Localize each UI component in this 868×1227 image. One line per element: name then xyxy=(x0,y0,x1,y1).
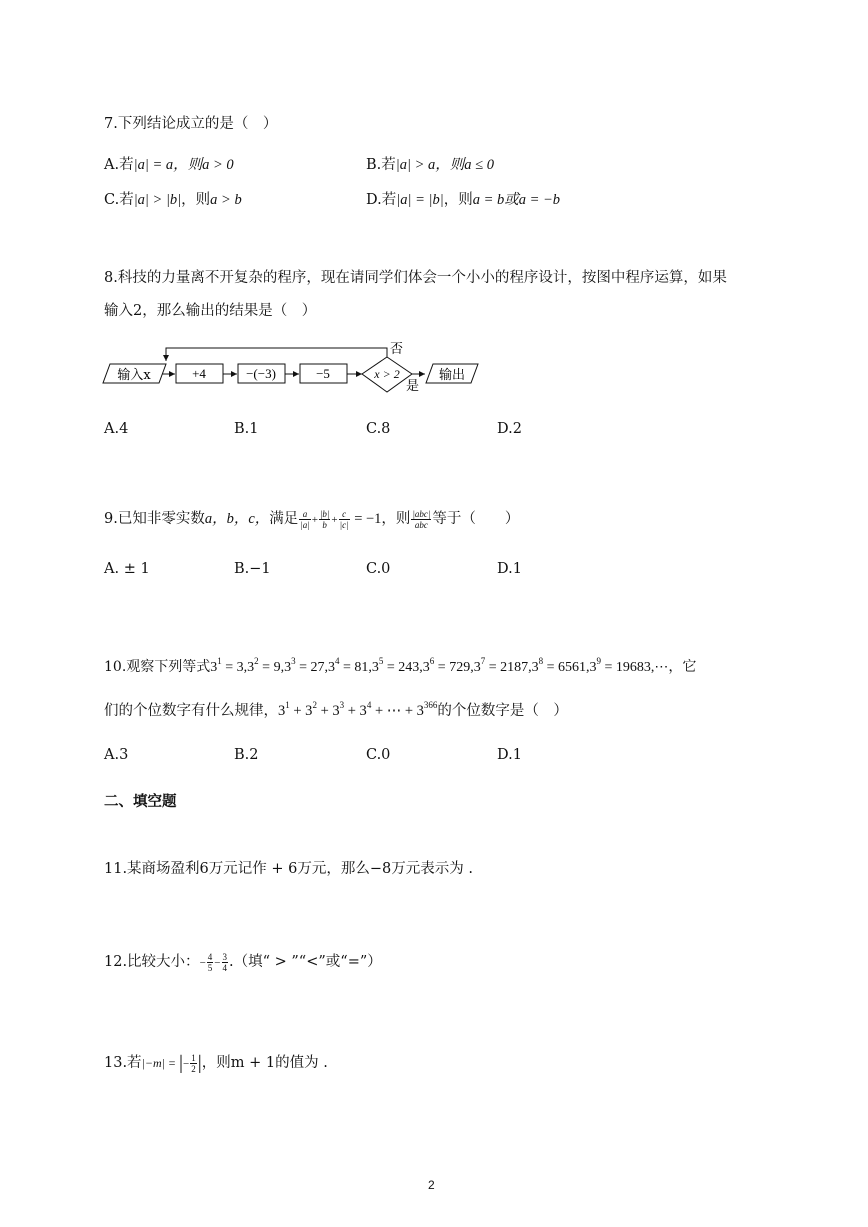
input-label: 输入x xyxy=(117,368,151,383)
fraction: $\frac{c}{|c|}$ xyxy=(339,508,349,530)
fraction: $\frac{\text{|abc|}}{\text{abc}}$ xyxy=(412,508,431,530)
loop-back-arrow xyxy=(166,348,387,361)
step-minus-5-label: −5 xyxy=(316,366,330,381)
option-rel: > a，则 xyxy=(411,157,465,173)
line2-tail: 的个位数字是（ ） xyxy=(437,703,568,719)
option-rel: = a，则 xyxy=(148,157,203,173)
power-sum: $3^1 + 3^2 + 3^3 + 3^4$ + ⋯ + $3^{366}$ xyxy=(278,700,438,719)
question-11: 11.某商场盈利6万元记作 + 6万元，那么−8万元表示为 . xyxy=(104,861,473,877)
page-number: 2 xyxy=(428,1178,435,1192)
option-conclusion: a > 0 xyxy=(202,157,234,173)
decision-label: x > 2 xyxy=(374,367,400,381)
q9-option-d: D.1 xyxy=(497,561,522,577)
q10-option-b: B.2 xyxy=(234,747,259,763)
option-label: D. xyxy=(366,192,382,208)
q8-option-b: B.1 xyxy=(234,421,259,437)
q7-option-b xyxy=(366,153,494,174)
power-sequence: $3^1 = 3,3^2 = 9,3^3 = 27,3^4 = 81,3^5 = 243,3^6 = 729,3^7 = 2187,3^8 = 6561,3^9$ = 19683,⋯ xyxy=(210,656,669,675)
stem-eq: = −1，则 xyxy=(350,511,411,527)
step-add-4-label: +4 xyxy=(192,366,206,381)
stem-pre: 9.已知非零实数 xyxy=(104,511,205,527)
abs-a: |a| xyxy=(395,157,411,173)
fraction: $\frac{1}{2}$ xyxy=(191,1052,196,1074)
program-flowchart xyxy=(100,340,490,400)
fraction: $\frac{|b|}{b}$ xyxy=(319,508,330,530)
q10-option-c: C.0 xyxy=(366,747,391,763)
stem-cond: 满足 xyxy=(269,511,299,527)
fraction: $\frac{a}{|a|}$ xyxy=(300,508,310,530)
option-rel: ，则 xyxy=(443,192,473,208)
question-13: 13.若|−m| = |− $\frac{1}{2}$ |，则m + 1的值为 . xyxy=(104,1051,328,1074)
question-12: 12.比较大小：− $\frac{4}{5}$ − $\frac{3}{4}$ .（填“ > ”“<”或“=”） xyxy=(104,951,382,973)
q13-pre: 13.若 xyxy=(104,1055,142,1071)
section-title: 二、填空题 xyxy=(104,793,177,810)
question-7-stem: 7.下列结论成立的是（ ） xyxy=(104,116,278,132)
abs-a: |a| xyxy=(133,157,149,173)
stem-vars: a，b，c， xyxy=(204,511,270,527)
stem-pre: 10.观察下列等式 xyxy=(104,659,211,675)
q7-option-d xyxy=(366,188,560,209)
q8-option-d: D.2 xyxy=(497,421,522,437)
question-9-stem: 9.已知非零实数a，b，c，满足 $\frac{a}{|a|}$ + $\frac{|b|}{b}$ + $\frac{c}{|c|}$ = −1，则 $\frac{\text{|abc|}}{\text{abc}}$ 等于（ ） xyxy=(104,508,520,530)
option-conclusion: a ≤ 0 xyxy=(464,157,495,173)
q10-option-d: D.1 xyxy=(497,747,522,763)
question-10-stem-line1 xyxy=(104,656,696,676)
abs-expr: |a| > |b| xyxy=(133,192,182,208)
option-pre: 若 xyxy=(381,157,396,173)
step-minus-neg3-label: −(−3) xyxy=(246,366,276,381)
option-label: A. xyxy=(104,157,120,173)
fraction: $\frac{3}{4}$ xyxy=(222,951,227,973)
option-label: B. xyxy=(366,157,382,173)
q7-option-c xyxy=(104,188,242,209)
q10-option-a: A.3 xyxy=(104,747,129,763)
no-label: 否 xyxy=(390,342,404,357)
q8-option-c: C.8 xyxy=(366,421,391,437)
yes-label: 是 xyxy=(406,379,420,394)
q9-option-b: B.−1 xyxy=(234,561,271,577)
q9-option-c: C.0 xyxy=(366,561,391,577)
option-label: C. xyxy=(104,192,120,208)
option-rel: ，则 xyxy=(181,192,211,208)
question-10-stem-line2 xyxy=(104,699,568,720)
q12-pre: 12.比较大小： xyxy=(104,954,200,970)
q7-option-a xyxy=(104,153,234,174)
q12-tail: .（填“ > ”“<”或“=”） xyxy=(229,954,382,970)
abs-expr: |a| = |b| xyxy=(396,192,444,208)
option-pre: 若 xyxy=(119,192,134,208)
option-conclusion: a = b或a = −b xyxy=(472,192,561,208)
stem-tail: 等于（ ） xyxy=(432,511,520,527)
q9-option-a: A. ± 1 xyxy=(104,561,150,577)
option-pre: 若 xyxy=(381,192,397,208)
fraction: $\frac{4}{5}$ xyxy=(207,951,213,973)
option-conclusion: a > b xyxy=(210,192,242,208)
line2-pre: 们的个位数字有什么规律， xyxy=(104,703,278,719)
stem-tail: ，它 xyxy=(668,659,697,675)
question-8-stem-line1: 8.科技的力量离不开复杂的程序，现在请同学们体会一个小小的程序设计，按图中程序运算，如果 xyxy=(104,270,727,286)
output-label: 输出 xyxy=(438,368,466,383)
q8-option-a: A.4 xyxy=(104,421,129,437)
option-pre: 若 xyxy=(119,157,134,173)
question-8-stem-line2: 输入2，那么输出的结果是（ ） xyxy=(104,303,317,319)
q13-tail: ，则m + 1的值为 . xyxy=(201,1055,328,1071)
